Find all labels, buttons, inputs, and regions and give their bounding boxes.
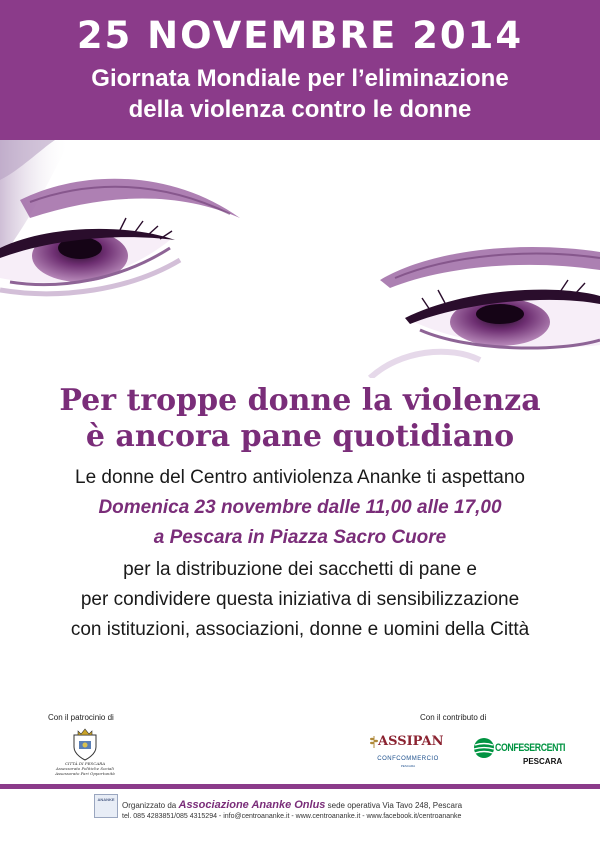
organized-by-label: Organizzato da [122, 801, 177, 810]
event-subtitle-line2: della violenza contro le donne [128, 96, 472, 123]
city-dept-1: Assessorato Politiche Sociali [56, 766, 114, 771]
footer-contacts: tel. 085 4283851/085 4315294 - info@centroananke.it - www.centroananke.it - www.facebook.it/centroananke [122, 813, 462, 820]
confesercenti-city: PESCARA [523, 757, 563, 766]
pescara-crest-icon [70, 727, 100, 761]
event-date: 25 NOVEMBRE 2014 [76, 14, 524, 57]
event-subtitle-line1: Giornata Mondiale per l’eliminazione [91, 65, 509, 92]
headline-line1: Per troppe donne la violenza [59, 383, 541, 418]
description-line1: per la distribuzione dei sacchetti di pane e [123, 559, 477, 580]
event-location: a Pescara in Piazza Sacro Cuore [153, 527, 447, 548]
eyes-illustration [0, 140, 600, 378]
assipan-name: ASSIPAN [378, 734, 444, 749]
header-banner [0, 0, 600, 140]
description-line2: per condividere questa iniziativa di sensibilizzazione [80, 589, 520, 610]
patronage-label: Con il patrocinio di [48, 713, 114, 722]
headline-line2: è ancora pane quotidiano [85, 419, 515, 454]
city-sponsor-text [50, 761, 120, 776]
city-dept-2: Assessorato Pari Opportunità [55, 771, 115, 776]
assipan-logo [368, 734, 448, 770]
ananke-logo-text: ANANKE [97, 797, 115, 802]
confcommercio-city: PESCARA [400, 764, 416, 768]
description-line3: con istituzioni, associazioni, donne e uomini della Città [70, 619, 530, 640]
city-name: CITTÀ DI PESCARA [64, 761, 106, 766]
globe-icon [473, 737, 495, 759]
organizer-address: sede operativa Via Tavo 248, Pescara [327, 801, 463, 810]
invitation-text: Le donne del Centro antiviolenza Ananke ti aspettano [75, 467, 525, 488]
eyes-photo [0, 140, 600, 378]
footer-organizer-line [122, 799, 462, 811]
footer-divider [0, 784, 600, 789]
confcommercio-name: CONFCOMMERCIO [377, 756, 439, 762]
confesercenti-name: CONFESERCENTI [495, 742, 566, 754]
confesercenti-logo [473, 735, 566, 769]
event-datetime: Domenica 23 novembre dalle 11,00 alle 17,00 [98, 497, 502, 518]
contribution-label: Con il contributo di [420, 713, 487, 722]
organizer-name: Associazione Ananke Onlus [178, 799, 326, 811]
